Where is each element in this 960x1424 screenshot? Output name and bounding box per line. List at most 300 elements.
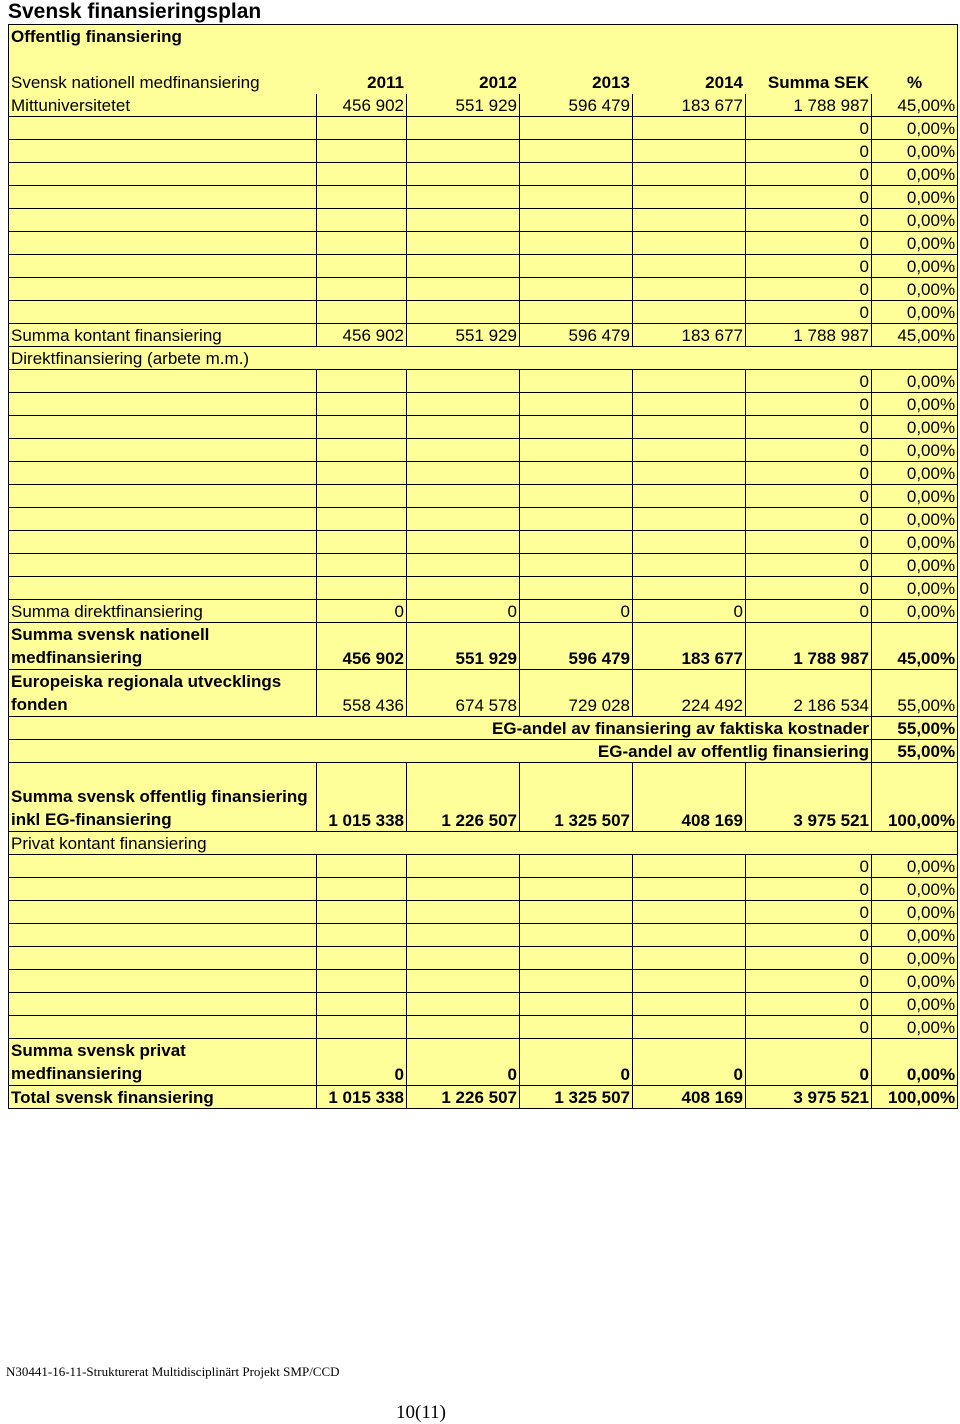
- privat-row-year-cell: [520, 970, 633, 993]
- summa-privat-row-pct: 0,00%: [872, 1039, 958, 1086]
- national-row-year-cell: [317, 140, 407, 163]
- direkt-row-sum: 0: [746, 554, 872, 577]
- privat-row: [9, 993, 958, 1016]
- national-row-year-cell: [407, 186, 520, 209]
- direkt-row: [9, 416, 958, 439]
- eruf-row-y2011: 558 436: [317, 670, 407, 717]
- direkt-row-year-cell: [407, 462, 520, 485]
- direkt-row-year-cell: [520, 462, 633, 485]
- privat-row-sum: 0: [746, 947, 872, 970]
- direkt-row-year-cell: [317, 416, 407, 439]
- direkt-row-year-cell: [633, 416, 746, 439]
- national-row-year-cell: [520, 301, 633, 324]
- summa-kontant-row-pct: 45,00%: [872, 324, 958, 347]
- direkt-row-label: [9, 416, 317, 439]
- privat-row-pct: 0,00%: [872, 993, 958, 1016]
- national-row-pct: 0,00%: [872, 209, 958, 232]
- privat-row-year-cell: [407, 1016, 520, 1039]
- national-row: [9, 301, 958, 324]
- privat-header: Privat kontant finansiering: [9, 832, 746, 855]
- column-header-2014: 2014: [705, 73, 743, 92]
- privat-row: [9, 1016, 958, 1039]
- summa-kontant-row-sum: 1 788 987: [746, 324, 872, 347]
- direkt-row-label: [9, 370, 317, 393]
- national-row-label: [9, 301, 317, 324]
- national-row-year-cell: [317, 117, 407, 140]
- direkt-row-label: [9, 393, 317, 416]
- national-row-year-cell: [317, 232, 407, 255]
- national-row-sum: 0: [746, 255, 872, 278]
- direkt-row-year-cell: [633, 531, 746, 554]
- national-row-year-cell: [407, 163, 520, 186]
- direkt-row-pct: 0,00%: [872, 508, 958, 531]
- direkt-row-label: [9, 508, 317, 531]
- direkt-row-year-cell: [633, 508, 746, 531]
- eruf-row-y2012: 674 578: [407, 670, 520, 717]
- direkt-row-label: [9, 577, 317, 600]
- national-row: [9, 255, 958, 278]
- summa-kontant-row-label: Summa kontant finansiering: [9, 324, 317, 347]
- direkt-row: [9, 393, 958, 416]
- privat-row-label: [9, 993, 317, 1016]
- direkt-row: [9, 577, 958, 600]
- summa-direkt-row-y2014: 0: [633, 600, 746, 623]
- summa-kontant-row-y2014: 183 677: [633, 324, 746, 347]
- national-row-year-cell: [633, 278, 746, 301]
- privat-row-year-cell: [520, 947, 633, 970]
- privat-row: [9, 878, 958, 901]
- direkt-row-year-cell: [407, 508, 520, 531]
- national-row-year-cell: [317, 163, 407, 186]
- summa-privat-row-sum: 0: [746, 1039, 872, 1086]
- direkt-row-year-cell: [407, 554, 520, 577]
- eruf-row-y2013: 729 028: [520, 670, 633, 717]
- direkt-row-year-cell: [520, 531, 633, 554]
- privat-row-sum: 0: [746, 993, 872, 1016]
- national-row: [9, 278, 958, 301]
- direkt-row-year-cell: [317, 554, 407, 577]
- privat-row-year-cell: [407, 970, 520, 993]
- direkt-row-label: [9, 531, 317, 554]
- direkt-row-sum: 0: [746, 531, 872, 554]
- direkt-row-year-cell: [633, 577, 746, 600]
- national-row-year-cell: [407, 278, 520, 301]
- eruf-row: [9, 670, 958, 717]
- national-row-year-cell: [407, 209, 520, 232]
- privat-row-year-cell: [407, 878, 520, 901]
- national-row-pct: 0,00%: [872, 232, 958, 255]
- direkt-row: [9, 370, 958, 393]
- direkt-row-sum: 0: [746, 462, 872, 485]
- national-row-year-cell: [520, 186, 633, 209]
- summa-nationell-row: [9, 623, 958, 670]
- privat-row-year-cell: [317, 947, 407, 970]
- total-row-label: Total svensk finansiering: [9, 1086, 317, 1109]
- direkt-row-pct: 0,00%: [872, 439, 958, 462]
- national-row: [9, 163, 958, 186]
- summa-offentlig-row-sum: 3 975 521: [746, 763, 872, 832]
- summa-kontant-row-y2012: 551 929: [407, 324, 520, 347]
- national-row-sum: 0: [746, 117, 872, 140]
- privat-row-year-cell: [633, 924, 746, 947]
- national-row-pct: 0,00%: [872, 163, 958, 186]
- summa-kontant-row: [9, 324, 958, 347]
- national-row-year-cell: [633, 301, 746, 324]
- summa-nationell-row-y2012: 551 929: [407, 623, 520, 670]
- national-row-sum: 0: [746, 140, 872, 163]
- privat-row-label: [9, 855, 317, 878]
- column-header-sum: Summa SEK: [767, 73, 869, 92]
- direkt-row-year-cell: [407, 531, 520, 554]
- national-row-pct: 0,00%: [872, 186, 958, 209]
- privat-row-label: [9, 1016, 317, 1039]
- direkt-row-year-cell: [317, 485, 407, 508]
- direkt-row-year-cell: [520, 370, 633, 393]
- national-row-sum: 0: [746, 209, 872, 232]
- national-row-year-cell: [407, 301, 520, 324]
- national-row-y2013: 596 479: [520, 94, 633, 117]
- direkt-row-year-cell: [520, 439, 633, 462]
- national-row-year-cell: [633, 163, 746, 186]
- table-body: [9, 25, 958, 1109]
- direkt-row-year-cell: [317, 462, 407, 485]
- national-row-label: [9, 209, 317, 232]
- privat-row-year-cell: [317, 993, 407, 1016]
- direkt-row-label: [9, 554, 317, 577]
- privat-row-pct: 0,00%: [872, 878, 958, 901]
- national-row-year-cell: [633, 140, 746, 163]
- eg-andel-kostnader-row: [9, 717, 958, 740]
- summa-nationell-row-pct: 45,00%: [872, 623, 958, 670]
- national-row-pct: 0,00%: [872, 255, 958, 278]
- national-row-label: Mittuniversitetet: [9, 94, 317, 117]
- national-row-year-cell: [520, 255, 633, 278]
- privat-header-row: [9, 832, 958, 855]
- national-row-pct: 0,00%: [872, 301, 958, 324]
- national-row-pct: 0,00%: [872, 140, 958, 163]
- spacer-row: [9, 48, 958, 71]
- national-row-year-cell: [520, 140, 633, 163]
- direkt-header-end: [872, 347, 958, 370]
- privat-row-year-cell: [317, 924, 407, 947]
- eg-andel-offentlig-row-label: EG-andel av offentlig finansiering: [9, 740, 872, 763]
- summa-direkt-row-sum: 0: [746, 600, 872, 623]
- national-row-label: [9, 163, 317, 186]
- summa-privat-row-label: Summa svensk privat medfinansiering: [9, 1039, 317, 1086]
- direkt-row-year-cell: [633, 439, 746, 462]
- privat-row-year-cell: [633, 878, 746, 901]
- national-row-year-cell: [407, 140, 520, 163]
- total-row-pct: 100,00%: [872, 1086, 958, 1109]
- summa-direkt-row-pct: 0,00%: [872, 600, 958, 623]
- direkt-row-year-cell: [317, 439, 407, 462]
- direkt-row-sum: 0: [746, 439, 872, 462]
- total-row: [9, 1086, 958, 1109]
- direkt-row-pct: 0,00%: [872, 531, 958, 554]
- direkt-row-year-cell: [520, 485, 633, 508]
- national-row-sum: 0: [746, 301, 872, 324]
- privat-row-sum: 0: [746, 878, 872, 901]
- eruf-row-sum: 2 186 534: [746, 670, 872, 717]
- direkt-row-pct: 0,00%: [872, 416, 958, 439]
- direkt-row-year-cell: [633, 393, 746, 416]
- eg-andel-kostnader-row-pct: 55,00%: [872, 717, 958, 740]
- section-header-row: [9, 25, 958, 48]
- national-row: [9, 232, 958, 255]
- direkt-row-year-cell: [317, 370, 407, 393]
- privat-row-sum: 0: [746, 970, 872, 993]
- summa-offentlig-row-y2014: 408 169: [633, 763, 746, 832]
- direkt-row-year-cell: [633, 554, 746, 577]
- national-row-year-cell: [520, 232, 633, 255]
- national-row-sum: 0: [746, 163, 872, 186]
- privat-row-year-cell: [633, 947, 746, 970]
- direkt-row-label: [9, 485, 317, 508]
- privat-row: [9, 970, 958, 993]
- privat-row-sum: 0: [746, 1016, 872, 1039]
- direkt-row: [9, 439, 958, 462]
- privat-row: [9, 947, 958, 970]
- national-row-year-cell: [633, 117, 746, 140]
- direkt-row-year-cell: [407, 485, 520, 508]
- footer-text: N30441-16-11-Strukturerat Multidisciplinärt Projekt SMP/CCD: [6, 1364, 340, 1379]
- national-row: [9, 140, 958, 163]
- privat-row-year-cell: [407, 993, 520, 1016]
- direkt-row-year-cell: [407, 577, 520, 600]
- eruf-row-pct: 55,00%: [872, 670, 958, 717]
- summa-direkt-row-label: Summa direktfinansiering: [9, 600, 317, 623]
- national-row-label: [9, 255, 317, 278]
- summa-offentlig-row: [9, 763, 958, 832]
- direkt-row-sum: 0: [746, 416, 872, 439]
- national-row: [9, 209, 958, 232]
- privat-header-end: [872, 832, 958, 855]
- total-row-y2012: 1 226 507: [407, 1086, 520, 1109]
- direkt-row-pct: 0,00%: [872, 462, 958, 485]
- privat-row-year-cell: [520, 878, 633, 901]
- financing-table: [8, 24, 958, 1109]
- direkt-row: [9, 485, 958, 508]
- direkt-row-year-cell: [633, 485, 746, 508]
- direkt-row-year-cell: [317, 531, 407, 554]
- direkt-row-year-cell: [633, 462, 746, 485]
- national-row-sum: 0: [746, 232, 872, 255]
- page-number: 10(11): [396, 1402, 446, 1423]
- summa-kontant-row-y2011: 456 902: [317, 324, 407, 347]
- summa-nationell-row-y2014: 183 677: [633, 623, 746, 670]
- national-row-year-cell: [633, 232, 746, 255]
- page-title: Svensk finansieringsplan: [8, 0, 262, 23]
- total-row-y2011: 1 015 338: [317, 1086, 407, 1109]
- summa-offentlig-row-y2013: 1 325 507: [520, 763, 633, 832]
- summa-nationell-row-sum: 1 788 987: [746, 623, 872, 670]
- national-row-pct: 0,00%: [872, 278, 958, 301]
- direkt-row-year-cell: [520, 393, 633, 416]
- privat-row-year-cell: [520, 993, 633, 1016]
- national-row-sum: 0: [746, 278, 872, 301]
- eg-andel-kostnader-row-label: EG-andel av finansiering av faktiska kostnader: [9, 717, 872, 740]
- direkt-row-sum: 0: [746, 485, 872, 508]
- privat-row-label: [9, 924, 317, 947]
- column-header-row: [9, 71, 958, 94]
- privat-row-sum: 0: [746, 855, 872, 878]
- summa-direkt-row-y2012: 0: [407, 600, 520, 623]
- national-row-year-cell: [520, 278, 633, 301]
- privat-row-pct: 0,00%: [872, 901, 958, 924]
- national-row-sum: 1 788 987: [746, 94, 872, 117]
- direkt-header: Direktfinansiering (arbete m.m.): [9, 347, 746, 370]
- national-row-year-cell: [633, 186, 746, 209]
- national-row-year-cell: [317, 278, 407, 301]
- national-row-year-cell: [317, 301, 407, 324]
- column-header-2011: 2011: [367, 73, 404, 92]
- national-row: [9, 186, 958, 209]
- direkt-row-year-cell: [520, 577, 633, 600]
- column-header-2013: 2013: [592, 73, 630, 92]
- summa-offentlig-row-pct: 100,00%: [872, 763, 958, 832]
- direkt-row-pct: 0,00%: [872, 393, 958, 416]
- privat-row-pct: 0,00%: [872, 924, 958, 947]
- privat-row-pct: 0,00%: [872, 855, 958, 878]
- national-row-y2011: 456 902: [317, 94, 407, 117]
- summa-privat-row-y2014: 0: [633, 1039, 746, 1086]
- privat-row-year-cell: [317, 970, 407, 993]
- privat-row: [9, 901, 958, 924]
- privat-row-label: [9, 970, 317, 993]
- national-row-year-cell: [407, 255, 520, 278]
- privat-row-year-cell: [633, 901, 746, 924]
- national-row-year-cell: [407, 232, 520, 255]
- direkt-row: [9, 508, 958, 531]
- eruf-row-y2014: 224 492: [633, 670, 746, 717]
- national-row: [9, 94, 958, 117]
- direkt-row-sum: 0: [746, 393, 872, 416]
- privat-row-year-cell: [520, 855, 633, 878]
- direkt-row-year-cell: [520, 508, 633, 531]
- privat-row-year-cell: [407, 855, 520, 878]
- national-row-y2012: 551 929: [407, 94, 520, 117]
- direkt-row: [9, 554, 958, 577]
- summa-direkt-row-y2011: 0: [317, 600, 407, 623]
- privat-row-year-cell: [317, 901, 407, 924]
- direkt-row-year-cell: [407, 393, 520, 416]
- privat-row-label: [9, 947, 317, 970]
- national-row: [9, 117, 958, 140]
- summa-offentlig-row-label: Summa svensk offentlig finansiering inkl EG-finansiering: [9, 763, 317, 832]
- privat-row-sum: 0: [746, 924, 872, 947]
- privat-row: [9, 924, 958, 947]
- column-header-2012: 2012: [479, 73, 517, 92]
- direkt-row-year-cell: [317, 393, 407, 416]
- direkt-row-pct: 0,00%: [872, 577, 958, 600]
- privat-row-label: [9, 878, 317, 901]
- direkt-row: [9, 531, 958, 554]
- direkt-header-row: [9, 347, 958, 370]
- direkt-row-pct: 0,00%: [872, 370, 958, 393]
- national-row-year-cell: [520, 209, 633, 232]
- privat-row-year-cell: [520, 924, 633, 947]
- direkt-header-gap: [746, 347, 872, 370]
- privat-row-year-cell: [633, 970, 746, 993]
- direkt-row-year-cell: [520, 554, 633, 577]
- privat-row-year-cell: [317, 1016, 407, 1039]
- summa-nationell-row-y2011: 456 902: [317, 623, 407, 670]
- summa-direkt-row: [9, 600, 958, 623]
- summa-privat-row-y2013: 0: [520, 1039, 633, 1086]
- direkt-row-year-cell: [317, 508, 407, 531]
- column-header-label: Svensk nationell medfinansiering: [9, 71, 317, 94]
- direkt-row-pct: 0,00%: [872, 485, 958, 508]
- national-row-year-cell: [633, 209, 746, 232]
- summa-nationell-row-y2013: 596 479: [520, 623, 633, 670]
- national-row-year-cell: [317, 209, 407, 232]
- summa-privat-row: [9, 1039, 958, 1086]
- summa-offentlig-row-y2012: 1 226 507: [407, 763, 520, 832]
- direkt-row-year-cell: [407, 370, 520, 393]
- national-row-label: [9, 278, 317, 301]
- summa-offentlig-row-y2011: 1 015 338: [317, 763, 407, 832]
- section-header: Offentlig finansiering: [9, 25, 958, 48]
- privat-row-pct: 0,00%: [872, 1016, 958, 1039]
- privat-header-gap: [746, 832, 872, 855]
- direkt-row-sum: 0: [746, 508, 872, 531]
- summa-privat-row-y2011: 0: [317, 1039, 407, 1086]
- national-row-sum: 0: [746, 186, 872, 209]
- privat-row-year-cell: [520, 1016, 633, 1039]
- national-row-year-cell: [317, 186, 407, 209]
- national-row-label: [9, 140, 317, 163]
- national-row-label: [9, 186, 317, 209]
- summa-direkt-row-y2013: 0: [520, 600, 633, 623]
- direkt-row-year-cell: [407, 416, 520, 439]
- national-row-year-cell: [317, 255, 407, 278]
- privat-row-label: [9, 901, 317, 924]
- direkt-row-sum: 0: [746, 370, 872, 393]
- privat-row-year-cell: [633, 855, 746, 878]
- direkt-row-label: [9, 462, 317, 485]
- privat-row: [9, 855, 958, 878]
- national-row-pct: 45,00%: [872, 94, 958, 117]
- total-row-y2013: 1 325 507: [520, 1086, 633, 1109]
- summa-privat-row-y2012: 0: [407, 1039, 520, 1086]
- total-row-y2014: 408 169: [633, 1086, 746, 1109]
- direkt-row-label: [9, 439, 317, 462]
- privat-row-year-cell: [317, 878, 407, 901]
- privat-row-year-cell: [407, 901, 520, 924]
- eg-andel-offentlig-row-pct: 55,00%: [872, 740, 958, 763]
- column-header-pct: %: [872, 71, 958, 94]
- national-row-label: [9, 117, 317, 140]
- privat-row-year-cell: [633, 1016, 746, 1039]
- national-row-year-cell: [520, 163, 633, 186]
- privat-row-year-cell: [520, 901, 633, 924]
- privat-row-year-cell: [407, 947, 520, 970]
- privat-row-sum: 0: [746, 901, 872, 924]
- direkt-row: [9, 462, 958, 485]
- privat-row-year-cell: [407, 924, 520, 947]
- direkt-row-year-cell: [407, 439, 520, 462]
- direkt-row-sum: 0: [746, 577, 872, 600]
- summa-nationell-row-label: Summa svensk nationell medfinansiering: [9, 623, 317, 670]
- national-row-year-cell: [633, 255, 746, 278]
- eg-andel-offentlig-row: [9, 740, 958, 763]
- direkt-row-year-cell: [317, 577, 407, 600]
- privat-row-year-cell: [317, 855, 407, 878]
- national-row-year-cell: [407, 117, 520, 140]
- national-row-y2014: 183 677: [633, 94, 746, 117]
- total-row-sum: 3 975 521: [746, 1086, 872, 1109]
- national-row-year-cell: [520, 117, 633, 140]
